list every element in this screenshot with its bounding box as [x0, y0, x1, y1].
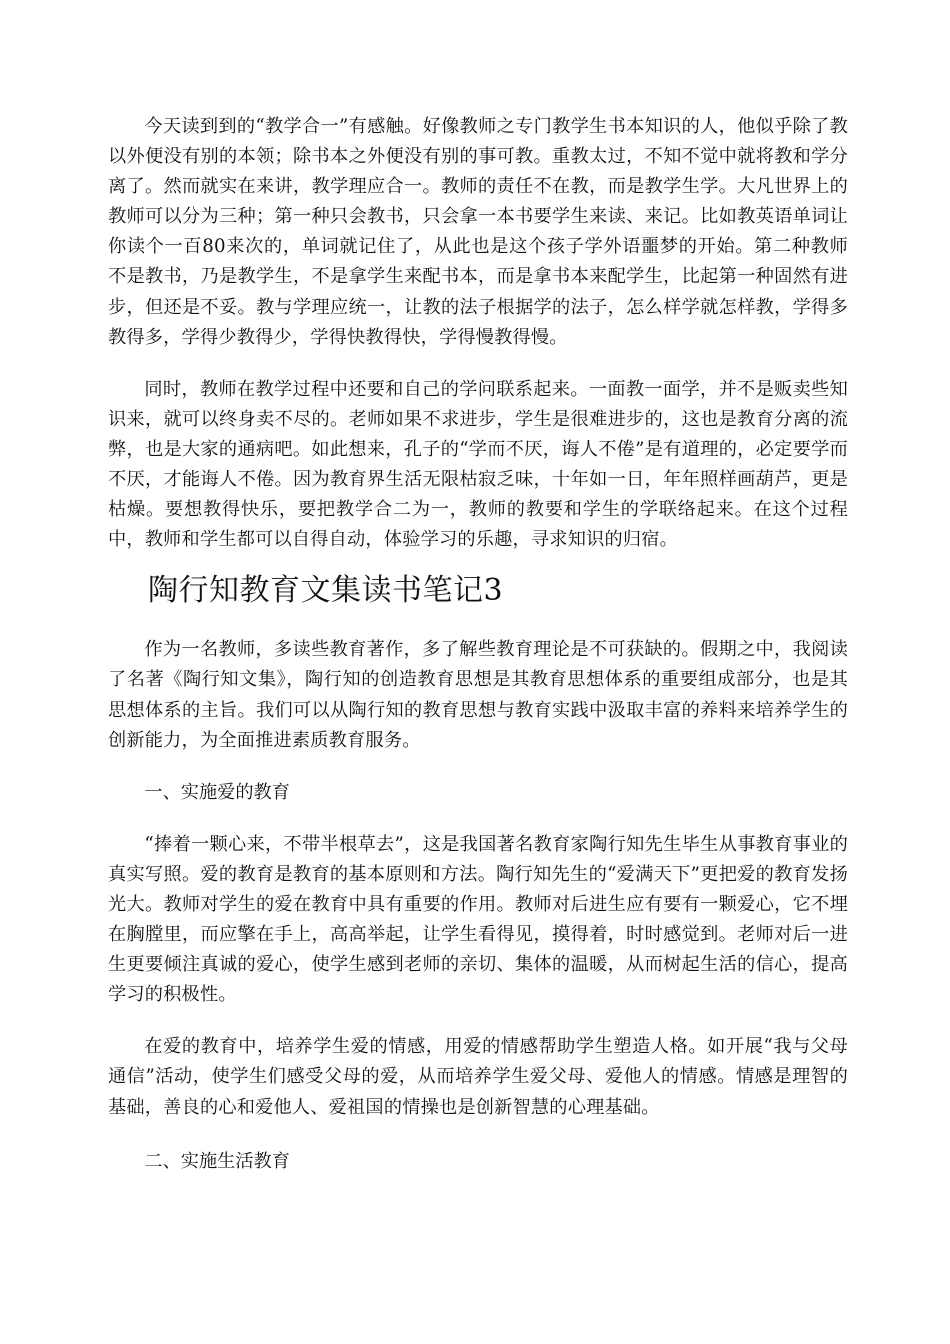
paragraph-gap: [108, 808, 848, 830]
body-paragraph-2: 同时，教师在教学过程中还要和自己的学问联系起来。一面教一面学，并不是贩卖些知识来，就可以终身卖不尽的。老师如果不求进步，学生是很难进步的，这也是教育分离的流弊，也是大家的通病吧。如此想来，孔子的“学而不厌，诲人不倦”是有道理的，必定要学而不厌，才能诲人不倦。因为教育界生活无限枯寂乏味，十年如一日，年年照样画葫芦，更是枯燥。要想教得快乐，要把教学合二为一，教师的教要和学生的学联络起来。在这个过程中，教师和学生都可以自得自动，体验学习的乐趣，寻求知识的归宿。: [108, 378, 848, 551]
love-paragraph-1: “捧着一颗心来，不带半根草去”，这是我国著名教育家陶行知先生毕生从事教育事业的真实写照。爱的教育是教育的基本原则和方法。陶行知先生的“爱满天下”更把爱的教育发扬光大。教师对学生的爱在教育中具有重要的作用。教师对后进生应有要有一颗爱心，它不埋在胸膛里，而应擎在手上，高高举起，让学生看得见，摸得着，时时感觉到。老师对后一进生更要倾注真诚的爱心，使学生感到老师的亲切、集体的温暖，从而树起生活的信心，提高学习的积极性。: [108, 833, 848, 1006]
subheading-love-education: 一、实施爱的教育: [144, 781, 290, 803]
heading-gap-bottom: [108, 613, 848, 635]
paragraph-gap: [108, 1010, 848, 1032]
paragraph-gap: [108, 756, 848, 778]
love-paragraph-2: 在爱的教育中，培养学生爱的情感，用爱的情感帮助学生塑造人格。如开展“我与父母通信”活动，使学生们感受父母的爱，从而培养学生爱父母、爱他人的情感。情感是理智的基础，善良的心和爱他人、爱祖国的情操也是创新智慧的心理基础。: [108, 1036, 848, 1118]
heading-gap-top: [108, 555, 848, 569]
body-paragraph-1: 今天读到到的“教学合一”有感触。好像教师之专门教学生书本知识的人，他似乎除了教以外便没有别的本领；除书本之外便没有别的事可教。重教太过，不知不觉中就将教和学分离了。然而就实在来讲，教学理应合一。教师的责任不在教，而是教学生学。大凡世界上的教师可以分为三种；第一种只会教书，只会拿一本书要学生来读、来记。比如教英语单词让你读个一百80来次的，单词就记住了，从此也是这个孩子学外语噩梦的开始。第二种教师不是教书，乃是教学生，不是拿学生来配书本，而是拿书本来配学生，比起第一种固然有进步，但还是不妥。教与学理应统一，让教的法子根据学的法子，怎么样学就怎样教，学得多教得多，学得少教得少，学得快教得快，学得慢教得慢。: [108, 116, 848, 348]
intro-paragraph: 作为一名教师，多读些教育著作，多了解些教育理论是不可获缺的。假期之中，我阅读了名著《陶行知文集》，陶行知的创造教育思想是其教育思想体系的重要组成部分，也是其思想体系的主旨。我们可以从陶行知的教育思想与教育实践中汲取丰富的养料来培养学生的创新能力，为全面推进素质教育服务。: [108, 639, 848, 751]
paragraph-gap: [108, 353, 848, 375]
section-heading: 陶行知教育文集读书笔记3: [148, 573, 504, 609]
subheading-life-education: 二、实施生活教育: [144, 1150, 290, 1172]
paragraph-gap: [108, 1123, 848, 1147]
document-page: [108, 112, 848, 1177]
